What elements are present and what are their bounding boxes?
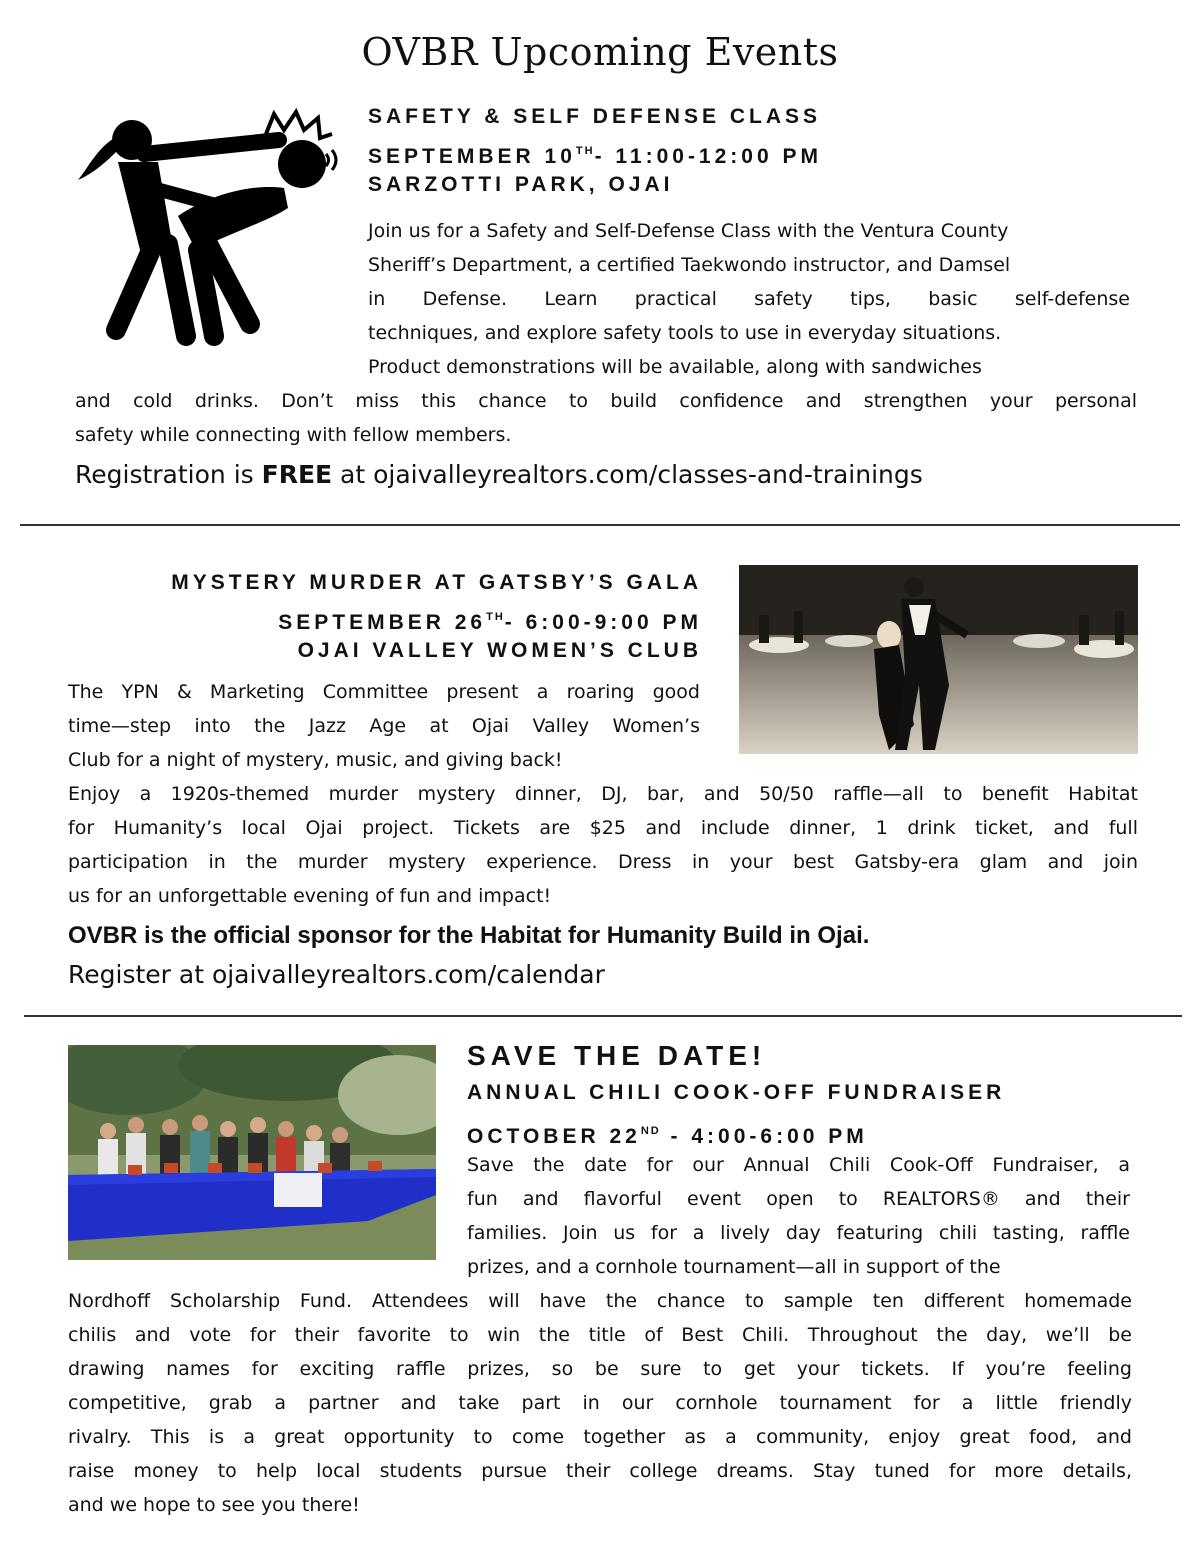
event1-line: Product demonstrations will be available, along with sandwiches (368, 356, 982, 378)
event2-date-main: SEPTEMBER 26 (278, 611, 487, 634)
event3-line: drawing names for exciting raffle prizes, so be sure to get your tickets. If you’re feeling (68, 1358, 1132, 1380)
vintage-dance-photo (739, 565, 1138, 754)
event1-line: Join us for a Safety and Self-Defense Class with the Ventura County (368, 220, 1009, 242)
event3-date-main: OCTOBER 22 (467, 1125, 641, 1148)
event1-reg-prefix: Registration is (75, 460, 262, 489)
event3-line: families. Join us for a lively day featuring chili tasting, raffle (467, 1222, 1130, 1244)
event1-date-sup: TH (575, 145, 595, 157)
event2-line: Club for a night of mystery, music, and giving back! (68, 749, 563, 771)
event2-body-bottom (68, 777, 1138, 913)
event2-sponsor-note: OVBR is the official sponsor for the Habitat for Humanity Build in Ojai. (68, 922, 870, 949)
event3-line: Nordhoff Scholarship Fund. Attendees will have the chance to sample ten different homemade (68, 1290, 1132, 1312)
event1-reg-link[interactable]: at ojaivalleyrealtors.com/classes-and-trainings (332, 460, 923, 489)
event1-line: techniques, and explore safety tools to use in everyday situations. (368, 322, 1002, 344)
event2-line: Enjoy a 1920s-themed murder mystery dinner, DJ, bar, and 50/50 raffle—all to benefit Habitat (68, 783, 1138, 805)
event1-line: and cold drinks. Don’t miss this chance to build confidence and strengthen your personal (75, 390, 1137, 412)
event3-line: Save the date for our Annual Chili Cook-Off Fundraiser, a (467, 1154, 1130, 1176)
event2-line: participation in the murder mystery experience. Dress in your best Gatsby-era glam and join (68, 851, 1138, 873)
event3-line: fun and flavorful event open to REALTORS® and their (467, 1188, 1130, 1210)
event1-line: safety while connecting with fellow members. (75, 424, 512, 446)
event3-line: competitive, grab a partner and take part in our cornhole tournament for a little friendly (68, 1392, 1132, 1414)
event3-date-sup: ND (640, 1125, 661, 1137)
event1-body-bottom (75, 384, 1137, 452)
event2-line: time—step into the Jazz Age at Ojai Valley Women’s (68, 715, 700, 737)
event1-date-time: - 11:00-12:00 PM (594, 145, 822, 168)
event1-line: in Defense. Learn practical safety tips, basic self-defense (368, 288, 1130, 310)
event3-line: raise money to help local students pursue their college dreams. Stay tuned for more details, (68, 1460, 1132, 1482)
event2-date-time: - 6:00-9:00 PM (504, 611, 702, 634)
event2-location: OJAI VALLEY WOMEN’S CLUB (297, 639, 702, 662)
self-defense-icon (74, 104, 344, 354)
event3-body-top (467, 1148, 1130, 1284)
event2-line: for Humanity’s local Ojai project. Tickets are $25 and include dinner, 1 drink ticket, and full (68, 817, 1138, 839)
event1-date-main: SEPTEMBER 10 (368, 145, 576, 168)
section-divider (24, 1015, 1182, 1017)
event2-line: us for an unforgettable evening of fun and impact! (68, 885, 552, 907)
section-divider (20, 524, 1180, 526)
event2-heading: MYSTERY MURDER AT GATSBY’S GALA (171, 571, 702, 594)
event1-heading: SAFETY & SELF DEFENSE CLASS (368, 105, 821, 128)
event3-date-time: - 4:00-6:00 PM (660, 1125, 868, 1148)
event1-location: SARZOTTI PARK, OJAI (368, 173, 674, 196)
event1-line: Sheriff’s Department, a certified Taekwondo instructor, and Damsel (368, 254, 1011, 276)
event2-body-top (68, 675, 700, 777)
event3-kicker: SAVE THE DATE! (467, 1040, 767, 1071)
event3-line: and we hope to see you there! (68, 1494, 360, 1516)
page-title: OVBR Upcoming Events (361, 30, 839, 74)
event3-line: chilis and vote for their favorite to win the title of Best Chili. Throughout the day, we’ll be (68, 1324, 1132, 1346)
event3-body-bottom (68, 1284, 1132, 1522)
chili-cookoff-group-photo (68, 1045, 436, 1260)
event3-line: prizes, and a cornhole tournament—all in support of the (467, 1256, 1001, 1278)
event3-line: rivalry. This is a great opportunity to come together as a community, enjoy great food, and (68, 1426, 1132, 1448)
event1-reg-free: FREE (261, 460, 333, 489)
event1-body-top (368, 214, 1130, 384)
event2-date-sup: TH (486, 611, 505, 623)
event3-heading: ANNUAL CHILI COOK-OFF FUNDRAISER (467, 1081, 1006, 1104)
event2-line: The YPN & Marketing Committee present a roaring good (68, 681, 700, 703)
event1-registration (75, 460, 923, 489)
event2-register-link[interactable]: Register at ojaivalleyrealtors.com/calendar (68, 960, 605, 989)
